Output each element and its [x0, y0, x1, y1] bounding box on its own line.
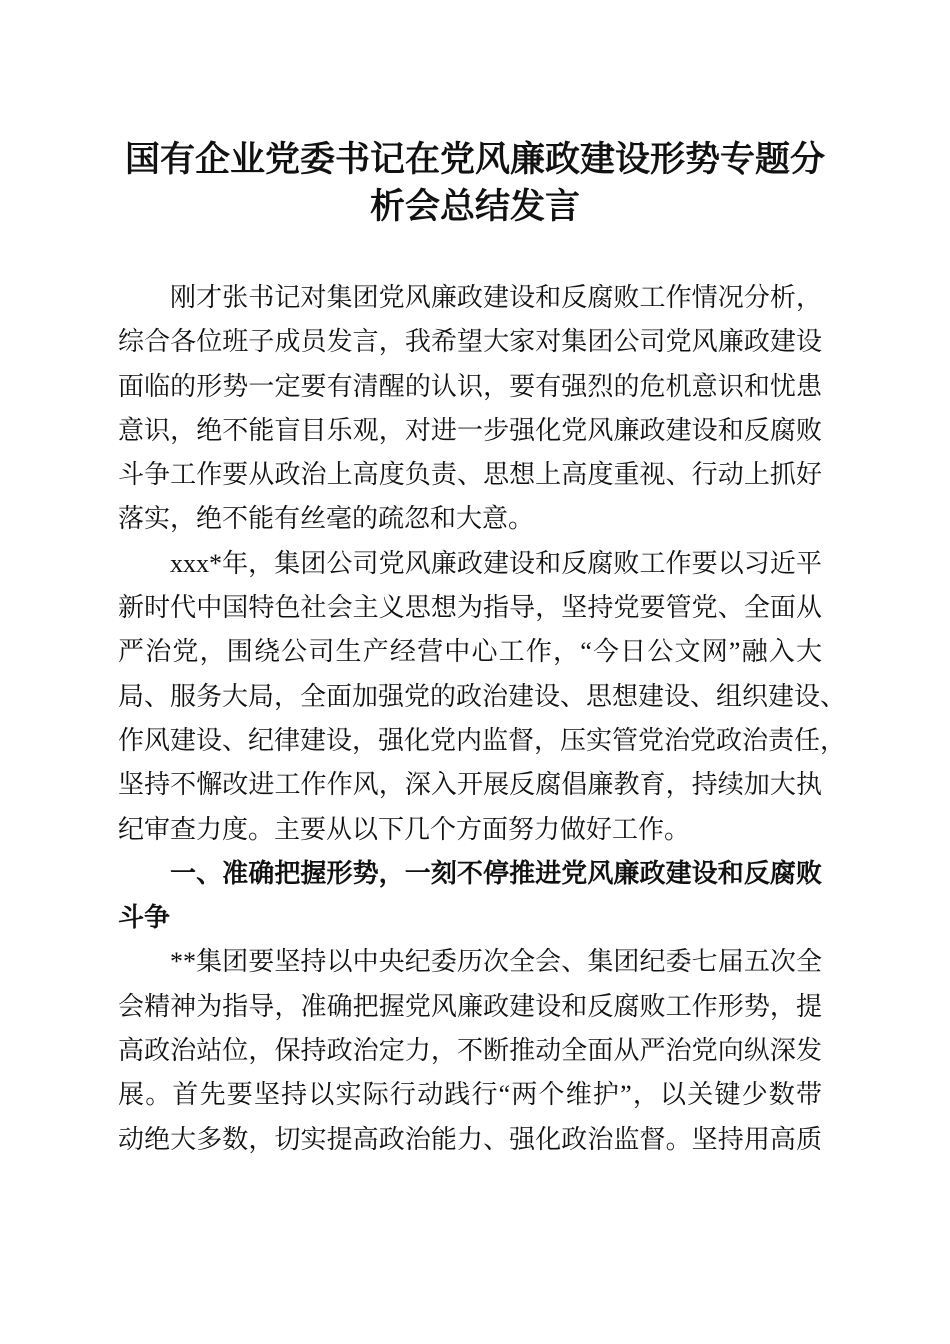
- document-title: [100, 136, 850, 230]
- text-line: 严治党，围绕公司生产经营中心工作，“今日公文网”融入大: [118, 637, 822, 667]
- title-line: 析会总结发言: [369, 186, 580, 227]
- text-line: 动绝大多数，切实提高政治能力、强化政治监督。坚持用高质: [118, 1124, 822, 1154]
- text-line: 局、服务大局，全面加强党的政治建设、思想建设、组织建设、: [118, 681, 847, 711]
- text-line: xxx*年，集团公司党风廉政建设和反腐败工作要以习近平: [170, 548, 822, 578]
- paragraph-intro: [118, 276, 822, 542]
- paragraph-goals: [118, 542, 847, 852]
- text-line: 意识，绝不能盲目乐观，对进一步强化党风廉政建设和反腐败: [118, 415, 822, 445]
- text-line: **集团要坚持以中央纪委历次全会、集团纪委七届五次全: [170, 947, 822, 977]
- section-heading: [118, 852, 822, 941]
- text-line: 面临的形势一定要有清醒的认识，要有强烈的危机意识和忧患: [118, 371, 822, 401]
- text-line: 斗争工作要从政治上高度负责、思想上高度重视、行动上抓好: [118, 460, 822, 490]
- heading-line: 一、准确把握形势，一刻不停推进党风廉政建设和反腐败: [170, 858, 822, 889]
- heading-line: 斗争: [118, 903, 171, 934]
- text-line: 高政治站位，保持政治定力，不断推动全面从严治党向纵深发: [118, 1036, 822, 1066]
- text-line: 综合各位班子成员发言，我希望大家对集团公司党风廉政建设: [118, 327, 822, 357]
- text-line: 新时代中国特色社会主义思想为指导，坚持党要管党、全面从: [118, 593, 822, 623]
- document-body: [118, 276, 847, 1162]
- text-line: 刚才张书记对集团党风廉政建设和反腐败工作情况分析，: [170, 283, 822, 312]
- paragraph-section-one: [118, 940, 822, 1161]
- title-line: 国有企业党委书记在党风廉政建设形势专题分: [124, 139, 825, 180]
- text-line: 会精神为指导，准确把握党风廉政建设和反腐败工作形势，提: [118, 991, 822, 1021]
- text-line: 作风建设、纪律建设，强化党内监督，压实管党治党政治责任，: [118, 725, 847, 755]
- text-line: 坚持不懈改进工作作风，深入开展反腐倡廉教育，持续加大执: [118, 770, 822, 800]
- text-line: 纪审查力度。主要从以下几个方面努力做好工作。: [118, 814, 691, 844]
- text-line: 展。首先要坚持以实际行动践行“两个维护”，以关键少数带: [118, 1080, 822, 1110]
- text-line: 落实，绝不能有丝毫的疏忽和大意。: [118, 504, 535, 534]
